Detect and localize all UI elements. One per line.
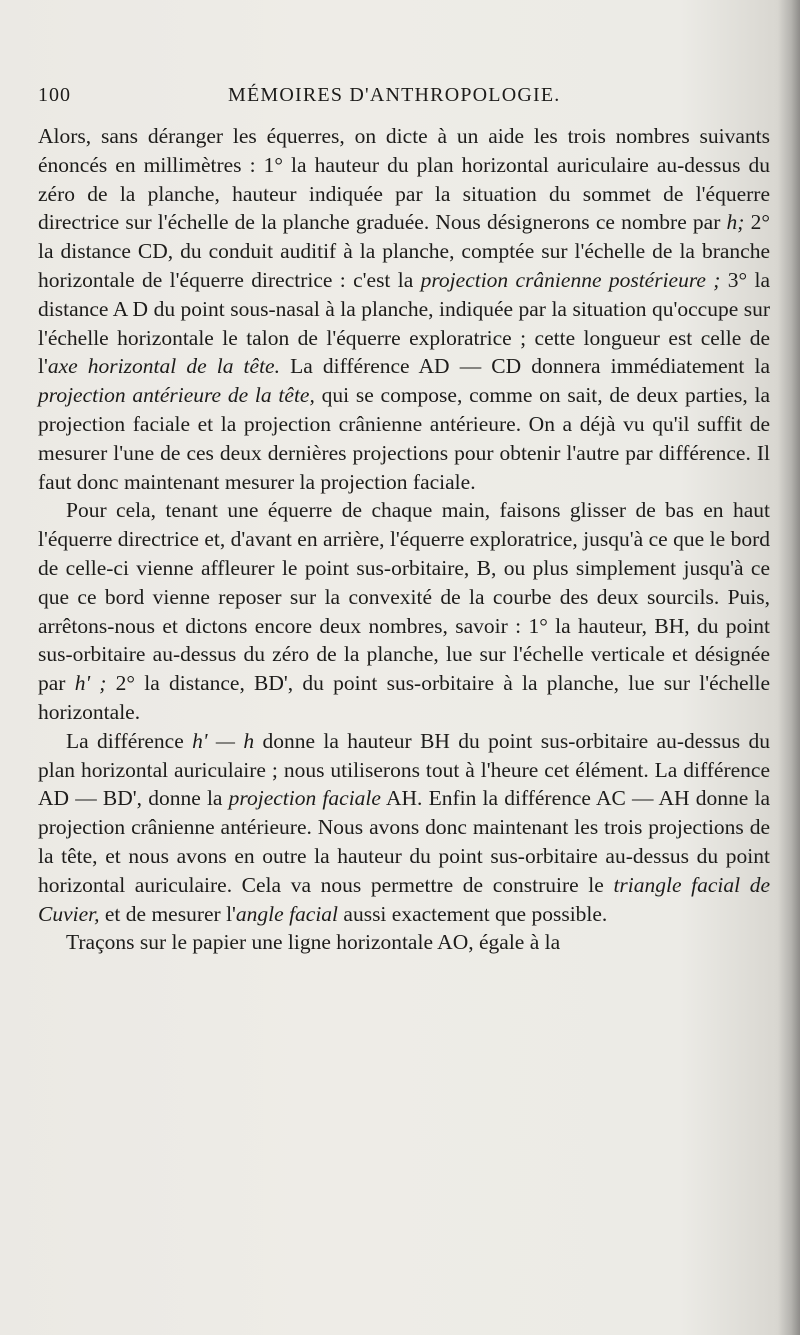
p3-italic-4: angle facial — [235, 901, 339, 926]
paragraph-2 — [38, 496, 770, 726]
p1-italic-4: projection antérieure de la tête, — [38, 383, 315, 408]
p2-text-2: 2° la distance, BD', du point sus-orbitaire à la planche, lue sur l'échelle horizontale. — [38, 671, 770, 724]
page-header — [38, 84, 778, 114]
p3-text-5: aussi exactement que possible. — [338, 901, 608, 926]
running-title: MÉMOIRES D'ANTHROPOLOGIE. — [228, 84, 561, 106]
p3-italic-1: h' — h — [192, 728, 255, 753]
p1-italic-1: h; — [726, 210, 745, 235]
p2-text-1: Pour cela, tenant une équerre de chaque main, faisons glisser de bas en haut l'équerre directrice et, d'avant en arrière, l'équerre exploratrice, jusqu'à ce que le bord de celle-ci vienne affleurer le point sus-orbitaire, B, ou plus simplement jusqu'à ce que ce bord vienne reposer sur la convexité de la courbe des deux sourcils. Puis, arrêtons-nous et dictons encore deux nombres, savoir : 1° la hauteur, BH, du point sus-orbitaire au-dessus du zéro de la planche, lue sur l'échelle verticale et désignée par — [38, 498, 770, 696]
p1-text-1: Alors, sans déranger les équerres, on dicte à un aide les trois nombres suivants énoncés en millimètres : 1° la hauteur du plan horizontal auriculaire au-dessus du zéro de la planche, hauteur indiquée par la situation du sommet de l'équerre directrice sur l'échelle de la planche graduée. Nous désignerons ce nombre par — [38, 124, 770, 235]
p3-text-4: et de mesurer l' — [99, 901, 236, 926]
p3-italic-2: projection faciale — [228, 786, 381, 811]
p1-italic-3: axe horizontal de la tête. — [47, 354, 280, 379]
paragraph-1 — [38, 122, 770, 496]
p4-text-1: Traçons sur le papier une ligne horizontale AO, égale à la — [66, 930, 561, 955]
p3-text-2: donne la hauteur BH du point sus-orbitaire au-dessus du plan horizontal auriculaire ; nous utiliserons tout à l'heure cet élément. La différence AD — BD', donne la — [38, 728, 771, 811]
p3-text-3: AH. Enfin la différence AC — AH donne la projection crânienne antérieure. Nous avons donc maintenant les trois projections de la tête, et nous avons en outre la hauteur du point sus-orbitaire au-dessus du point horizontal auriculaire. Cela va nous permettre de construire le — [38, 786, 770, 897]
page-number: 100 — [38, 84, 71, 106]
p3-text-1: La différence — [66, 728, 193, 753]
paragraph-3 — [38, 727, 770, 929]
page-edge-shadow — [778, 0, 800, 1335]
p1-italic-2: projection crânienne postérieure ; — [420, 267, 721, 292]
p1-text-3: 3° la distance A D du point sous-nasal à la planche, indiquée par la situation qu'occupe sur l'échelle horizontale le talon de l'équerre exploratrice ; cette longueur est celle de l' — [38, 267, 770, 379]
p3-italic-3: triangle facial de Cuvier, — [38, 872, 771, 926]
body-text — [38, 122, 770, 957]
p1-text-5: qui se compose, comme on sait, de deux parties, la projection faciale et la projection crânienne antérieure. On a déjà vu qu'il suffit de mesurer l'une de ces deux dernières projections pour obtenir l'autre par différence. Il faut donc maintenant mesurer la projection faciale. — [38, 383, 771, 494]
p2-italic-1: h' ; — [74, 671, 107, 696]
p1-text-2: 2° la distance CD, du conduit auditif à la planche, comptée sur l'échelle de la branche horizontale de l'équerre directrice : c'est la — [38, 210, 770, 292]
p1-text-4: La différence AD — CD donnera immédiatement la — [279, 354, 770, 379]
paragraph-4 — [38, 928, 770, 957]
